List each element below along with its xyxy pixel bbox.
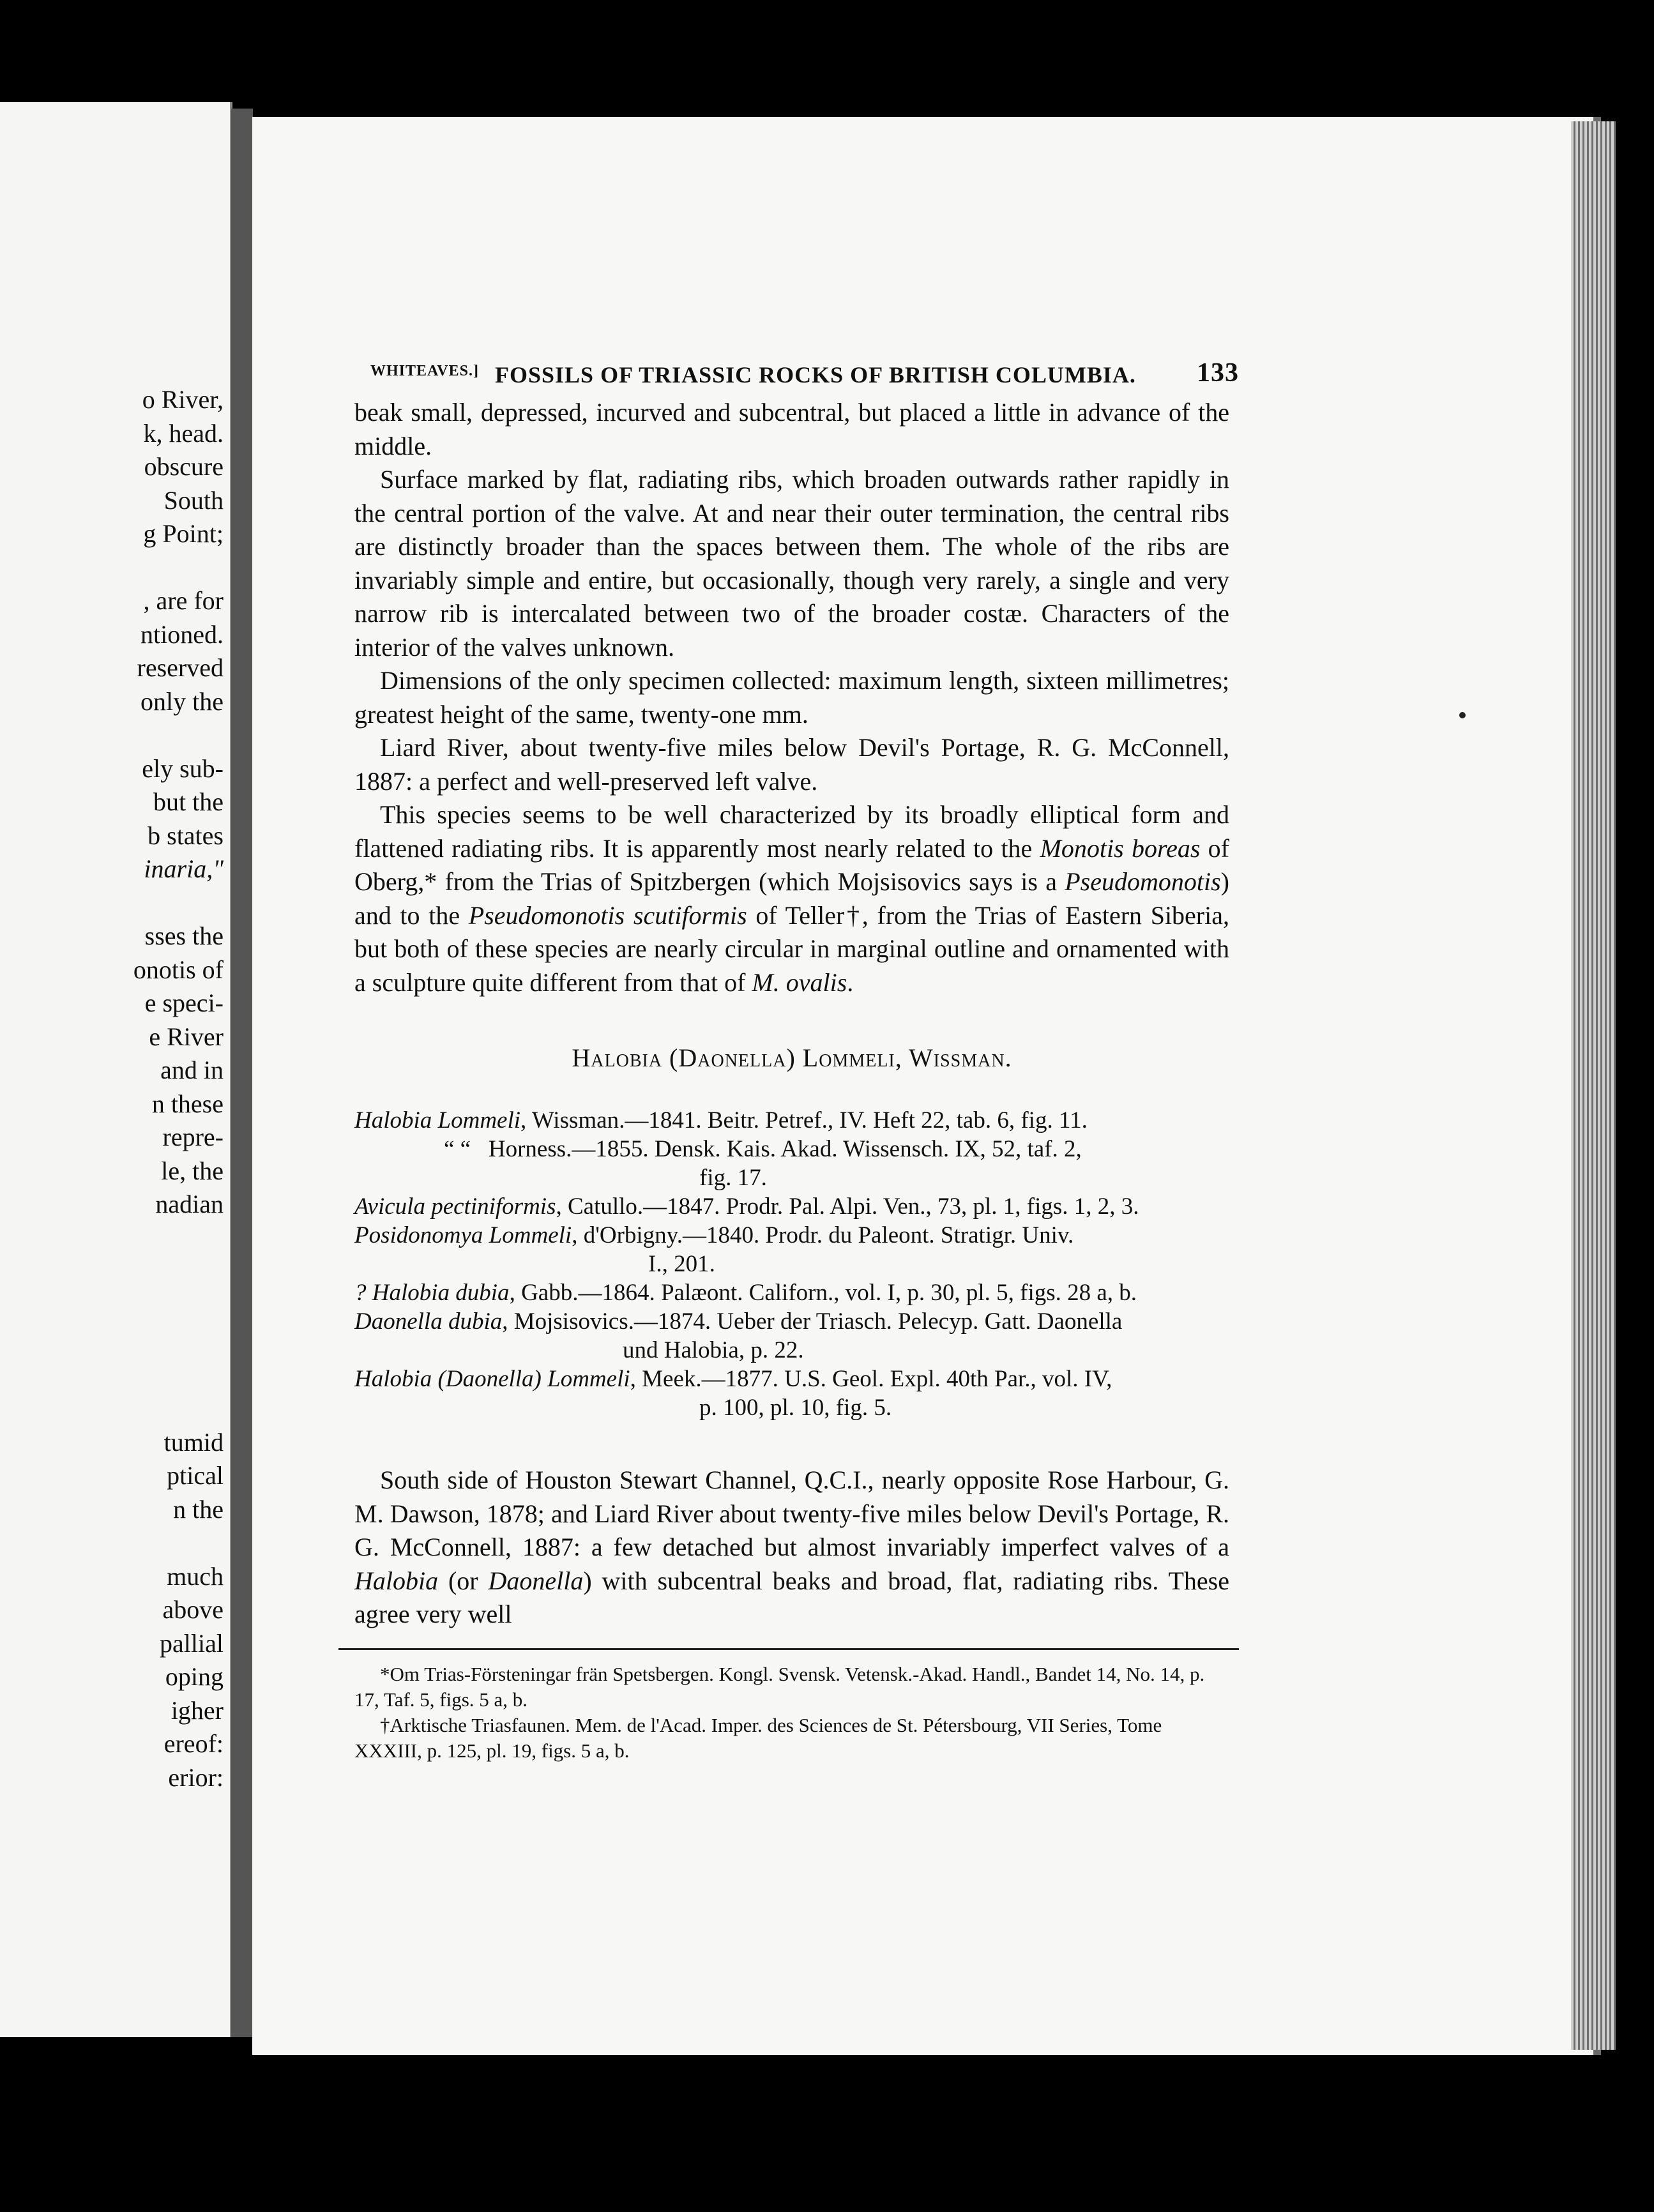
facing-page-line: k, head. [143, 418, 224, 448]
facing-page-line: above [162, 1595, 224, 1624]
paragraph: South side of Houston Stewart Channel, Q.C.I., nearly opposite Rose Harbour, G. M. Dawson, 1878; and Liard River about twenty-five miles below Devil's Portage, R. G. McConnell, 1887: a few detached but almost invariably imperfect valves of a Halobia (or Daonella) with subcentral beaks and broad, flat, radiating ribs. These agree very well [354, 1466, 1230, 1628]
facing-page-line: e speci- [144, 989, 224, 1017]
facing-page-line: n these [151, 1089, 224, 1118]
body-text [354, 1464, 1229, 1632]
synonymy-continuation: fig. 17. [699, 1165, 767, 1191]
paragraph: Liard River, about twenty-five miles below Devil's Portage, R. G. McConnell, 1887: a perfect and well-preserved left valve. [354, 733, 1229, 796]
facing-page-gap [0, 718, 224, 752]
paragraph: Surface marked by flat, radiating ribs, which broaden outwards rather rapidly in the central portion of the valve. At and near their outer termination, the central ribs are distinctly broader than the spaces between them. The whole of the ribs are invariably simple and entire, but occasionally, though very rarely, a single and very narrow rib is intercalated between two of the broader costæ. Characters of the interior of the valves unknown. [354, 465, 1229, 662]
species-heading: Halobia (Daonella) Lommeli, Wissman. [572, 1043, 1012, 1072]
synonymy-list [354, 1106, 1229, 1422]
synonymy-entry: Halobia (Daonella) Lommeli, Meek.—1877. U.S. Geol. Expl. 40th Par., vol. IV, [354, 1366, 1112, 1392]
facing-page [0, 102, 232, 2037]
facing-page-line: e River [149, 1022, 224, 1051]
facing-page-gap [0, 1222, 224, 1426]
synonymy-entry: Halobia Lommeli, Wissman.—1841. Beitr. Petref., IV. Heft 22, tab. 6, fig. 11. [354, 1107, 1088, 1133]
facing-page-line: b states [148, 821, 224, 850]
facing-page-line: inaria," [144, 854, 224, 883]
facing-page-line: ptical [167, 1461, 224, 1490]
footnote: *Om Trias-Försteningar frän Spetsbergen. Kongl. Svensk. Vetensk.-Akad. Handl., Bandet 14, No. 14, p. 17, Taf. 5, figs. 5 a, b. [354, 1662, 1205, 1711]
synonymy-entry: Posidonomya Lommeli, d'Orbigny.—1840. Prodr. du Paleont. Stratigr. Univ. [354, 1222, 1074, 1248]
facing-page-line: erior: [168, 1762, 224, 1792]
facing-page-line: ely sub- [142, 754, 224, 783]
facing-page-line: o River, [142, 385, 224, 414]
paragraph: Dimensions of the only specimen collected: maximum length, sixteen millimetres; greatest height of the same, twenty-one mm. [354, 666, 1229, 729]
facing-page-line: obscure [144, 452, 224, 481]
facing-page-line: repre- [162, 1123, 224, 1151]
facing-page-line: oping [165, 1662, 224, 1691]
running-header [354, 358, 1239, 396]
page-number: 133 [1197, 358, 1239, 388]
facing-page-line: le, the [161, 1156, 224, 1185]
facing-page-line: nadian [155, 1190, 224, 1218]
book-gutter [231, 109, 253, 2037]
synonymy-entry: ? Halobia dubia, Gabb.—1864. Palæont. Californ., vol. I, p. 30, pl. 5, figs. 28 a, b. [354, 1280, 1137, 1306]
facing-page-line: and in [160, 1056, 224, 1084]
synonymy-entry: Avicula pectiniformis, Catullo.—1847. Prodr. Pal. Alpi. Ven., 73, pl. 1, figs. 1, 2, 3. [354, 1193, 1139, 1220]
footnote: †Arktische Triasfaunen. Mem. de l'Acad. Imper. des Sciences de St. Pétersbourg, VII Series, Tome XXXIII, p. 125, pl. 19, figs. 5 a, b. [354, 1713, 1162, 1762]
page-content [354, 358, 1239, 1764]
facing-page-line: only the [140, 686, 224, 716]
synonymy-entry: Daonella dubia, Mojsisovics.—1874. Ueber der Triasch. Pelecyp. Gatt. Daonella [354, 1308, 1123, 1335]
facing-page-line: ntioned. [140, 619, 224, 649]
facing-page-gap [0, 551, 224, 585]
facing-page-line: g Point; [143, 519, 224, 548]
paragraph: beak small, depressed, incurved and subcentral, but placed a little in advance of the middle. [354, 398, 1229, 460]
facing-page-line: ereof: [163, 1729, 224, 1758]
page-edges [1571, 121, 1616, 2050]
header-title: FOSSILS OF TRIASSIC ROCKS OF BRITISH COLUMBIA. [495, 362, 1136, 388]
synonymy-continuation: und Halobia, p. 22. [623, 1337, 804, 1363]
facing-page-line: much [167, 1561, 224, 1591]
facing-page-line: onotis of [133, 955, 224, 984]
synonymy-continuation: p. 100, pl. 10, fig. 5. [699, 1395, 892, 1421]
facing-page-line: sses the [144, 921, 224, 950]
facing-page-line: reserved [137, 653, 224, 682]
paragraph: This species seems to be well characterized by its broadly elliptical form and flattened radiating ribs. It is apparently most nearly related to the Monotis boreas of Oberg,* from the Trias of Spitzbergen (which Mojsisovics says is a Pseudomonotis) and to the Pseudomonotis scutiformis of Teller†, from the Trias of Eastern Siberia, but both of these species are nearly circular in marginal outline and ornamented with a sculpture quite different from that of M. ovalis. [354, 800, 1229, 997]
footnote-rule [338, 1648, 1239, 1650]
facing-page-line: tumid [163, 1427, 224, 1457]
facing-page-line: igher [171, 1695, 224, 1725]
facing-page-line: pallial [160, 1628, 224, 1658]
facing-page-gap [0, 1526, 224, 1560]
header-author: WHITEAVES.] [370, 363, 479, 379]
facing-page-line: n the [173, 1494, 224, 1524]
facing-page-line: South [163, 485, 224, 515]
facing-page-text [0, 383, 224, 1794]
facing-page-line: , are for [143, 586, 224, 615]
synonymy-continuation: I., 201. [648, 1251, 715, 1277]
speck [1459, 712, 1466, 718]
body-text [354, 396, 1229, 999]
synonymy-entry: “ “ Horness.—1855. Densk. Kais. Akad. Wissensch. IX, 52, taf. 2, [444, 1136, 1082, 1162]
facing-page-gap [0, 886, 224, 920]
footnotes [354, 1662, 1229, 1764]
facing-page-line: but the [153, 787, 224, 816]
